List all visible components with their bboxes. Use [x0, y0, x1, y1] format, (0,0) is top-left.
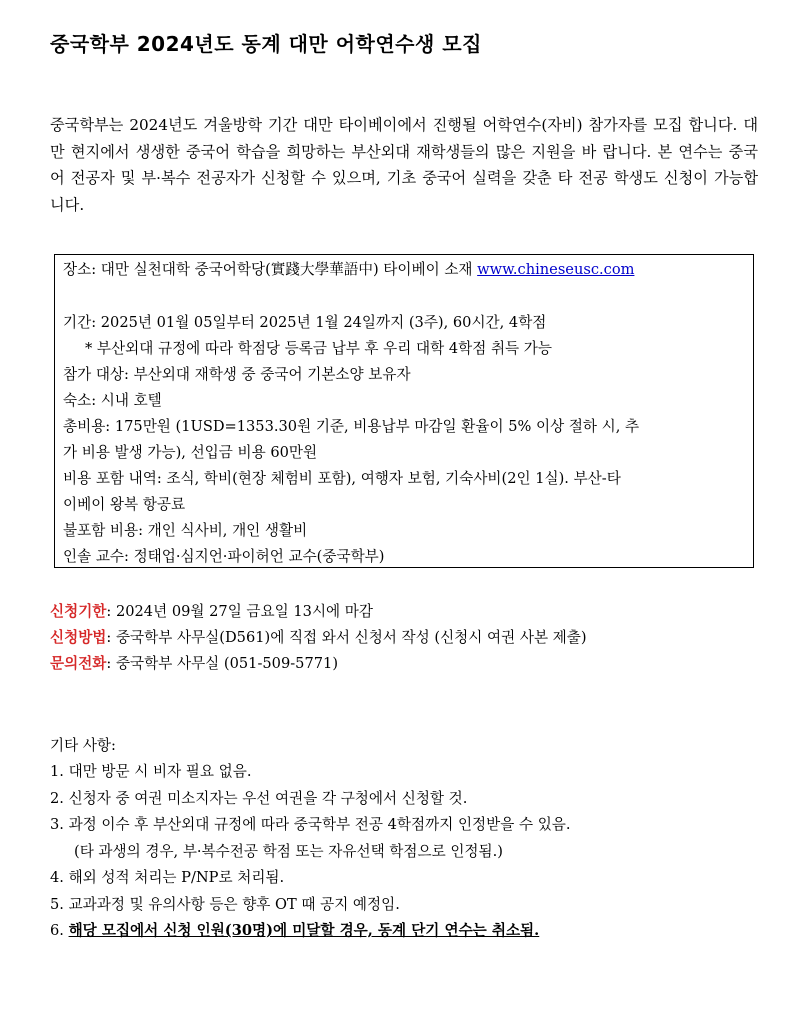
- note-item-3-sub: (타 과생의 경우, 부·복수전공 학점 또는 자유선택 학점으로 인정됨.): [74, 843, 503, 860]
- lodging-row: 숙소: 시내 호텔: [63, 392, 162, 409]
- method-row: [50, 626, 770, 647]
- location-text: 장소: 대만 실천대학 중국어학당(實踐大學華語中) 타이베이 소재: [63, 261, 478, 278]
- contact-value: : 중국학부 사무실 (051-509-5771): [106, 655, 339, 672]
- note-item-1: 1. 대만 방문 시 비자 필요 없음.: [50, 763, 252, 780]
- contact-row: [50, 652, 770, 673]
- notes-heading: 기타 사항:: [50, 737, 116, 754]
- note-item-3: 3. 과정 이수 후 부산외대 규정에 따라 중국학부 전공 4학점까지 인정받을 수 있음.: [50, 816, 571, 833]
- page-title: 중국학부 2024년도 동계 대만 어학연수생 모집: [50, 32, 482, 56]
- method-value: : 중국학부 사무실(D561)에 직접 와서 신청서 작성 (신청시 여권 사본 제출): [106, 629, 587, 646]
- intro-line: 합니다. 대만 현지에서 생생한 중국어 학습을 희망하는 부산외대 재학생들의 많은 지원을 바: [50, 116, 758, 161]
- location-row: [63, 258, 634, 279]
- credit-note: * 부산외대 규정에 따라 학점당 등록금 납부 후 우리 대학 4학점 취득 가능: [85, 340, 552, 357]
- cost-row-line1: 총비용: 175만원 (1USD=1353.30원 기준, 비용납부 마감일 환율이 5% 이상 절하 시, 추: [63, 418, 640, 435]
- note-item-5: 5. 교과과정 및 유의사항 등은 향후 OT 때 공지 예정임.: [50, 896, 400, 913]
- note-item-6-prefix: 6.: [50, 922, 69, 939]
- excluded-row: 불포함 비용: 개인 식사비, 개인 생활비: [63, 522, 308, 539]
- deadline-row: [50, 600, 770, 621]
- period-row: 기간: 2025년 01월 05일부터 2025년 1월 24일까지 (3주), 60시간, 4학점: [63, 314, 547, 331]
- deadline-value: : 2024년 09월 27일 금요일 13시에 마감: [106, 603, 373, 620]
- intro-line: 중국학부는 2024년도 겨울방학 기간 대만 타이베이에서 진행될 어학연수(자비) 참가자를 모집: [50, 116, 683, 134]
- included-row-line1: 비용 포함 내역: 조식, 학비(현장 체험비 포함), 여행자 보험, 기숙사비(2인 1실). 부산-타: [63, 470, 621, 487]
- target-row: 참가 대상: 부산외대 재학생 중 중국어 기본소양 보유자: [63, 366, 411, 383]
- method-label: 신청방법: [50, 629, 107, 646]
- cost-row-line2: 가 비용 발생 가능), 선입금 비용 60만원: [63, 444, 318, 461]
- note-item-2: 2. 신청자 중 여권 미소지자는 우선 여권을 각 구청에서 신청할 것.: [50, 790, 468, 807]
- school-website-link[interactable]: www.chineseusc.com: [477, 261, 635, 278]
- cancellation-notice: 해당 모집에서 신청 인원(30명)에 미달할 경우, 동계 단기 연수는 취소됨.: [68, 922, 540, 939]
- intro-paragraph: [50, 112, 758, 218]
- details-box: [54, 254, 754, 568]
- note-item-4: 4. 해외 성적 처리는 P/NP로 처리됨.: [50, 869, 285, 886]
- note-item-6: [50, 919, 539, 940]
- intro-line: 갖춘 타 전공 학생도 신청이 가능합니다.: [50, 169, 758, 214]
- intro-line: 랍니다. 본 연수는 중국어 전공자 및 부·복수 전공자가 신청할 수 있으며, 기초 중국어 실력을: [50, 142, 758, 187]
- contact-label: 문의전화: [50, 655, 107, 672]
- deadline-label: 신청기한: [50, 603, 107, 620]
- professors-row: 인솔 교수: 정태업·심지언·파이허언 교수(중국학부): [63, 548, 385, 565]
- included-row-line2: 이베이 왕복 항공료: [63, 496, 186, 513]
